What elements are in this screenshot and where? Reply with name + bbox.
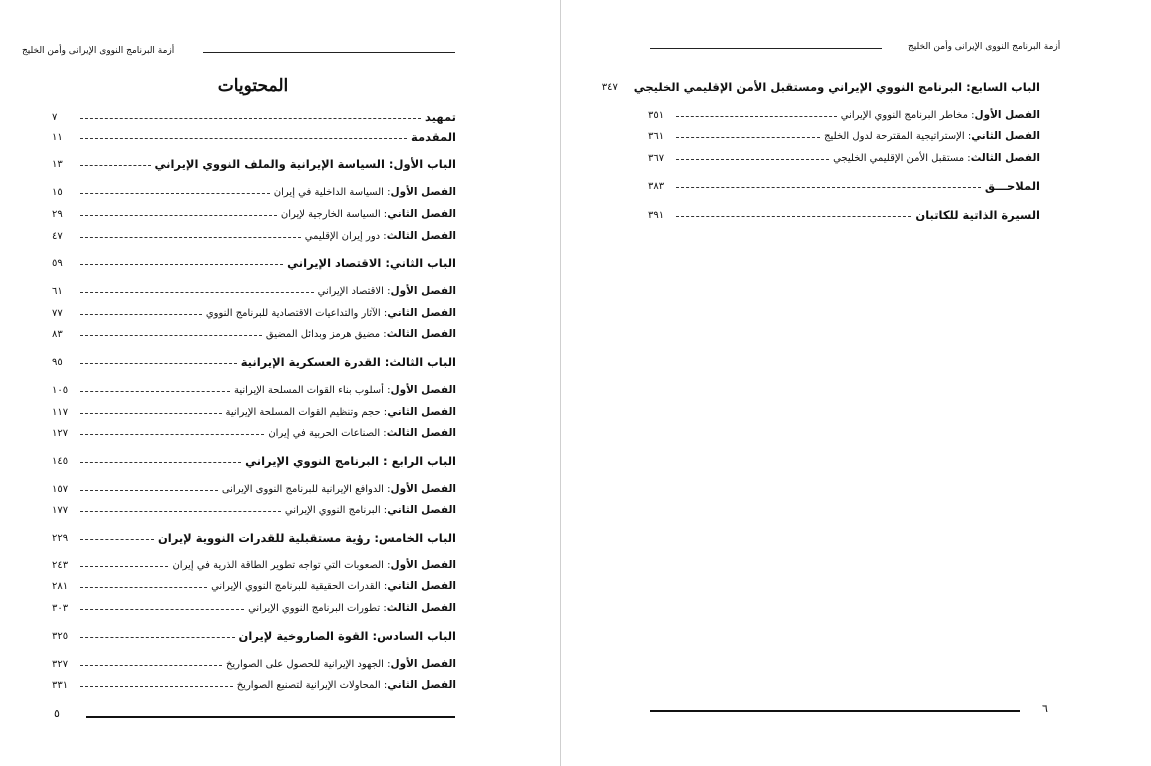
toc-chapter-row xyxy=(52,186,456,198)
toc-page-number: ٢٤٣ xyxy=(52,559,69,571)
dot-leader xyxy=(80,490,218,491)
dot-leader xyxy=(676,216,911,217)
toc-entry-label xyxy=(226,406,457,418)
entry-text: الباب السادس: القوة الصاروخية لإيران xyxy=(238,629,456,643)
page-gutter xyxy=(560,0,561,766)
toc-chapter-row xyxy=(52,406,456,418)
toc-chapter-row xyxy=(52,658,456,670)
toc-entry-label xyxy=(425,110,456,124)
toc-entry-label xyxy=(172,559,456,571)
entry-text: : القدرات الحقيقية للبرنامج النووي الإيراني xyxy=(211,581,388,592)
chapter-prefix: الفصل الأول xyxy=(974,109,1040,121)
toc-part-row xyxy=(52,130,456,144)
toc-page-number: ٣٩١ xyxy=(648,209,665,221)
toc-page-number: ٢٨١ xyxy=(52,580,69,592)
toc-page-number: ٨٣ xyxy=(52,328,63,340)
dot-leader xyxy=(80,335,262,336)
footer-rule xyxy=(86,716,455,718)
dot-leader xyxy=(80,462,241,463)
toc-chapter-row xyxy=(52,384,456,396)
entry-text: الملاحـــق xyxy=(984,179,1040,193)
toc-entry-label xyxy=(634,80,1040,94)
toc-entry-label xyxy=(245,454,456,468)
toc-entry-label xyxy=(318,285,456,297)
dot-leader xyxy=(80,193,270,194)
toc-chapter-row xyxy=(52,230,456,242)
dot-leader xyxy=(80,292,314,293)
entry-text: : الإستراتيجية المقترحة لدول الخليج xyxy=(824,131,972,142)
toc-entry-label xyxy=(915,208,1040,222)
entry-text: الباب الخامس: رؤية مستقبلية للقدرات النووية لإيران xyxy=(157,531,456,545)
page-number: ٥ xyxy=(54,707,60,720)
toc-entry-label xyxy=(287,256,456,270)
toc-entry-label xyxy=(411,130,456,144)
entry-text: : أسلوب بناء القوات المسلحة الإيرانية xyxy=(233,385,391,396)
header-rule xyxy=(650,48,882,49)
chapter-prefix: الفصل الثالث xyxy=(386,602,456,614)
toc-part-row xyxy=(52,454,456,468)
left-page xyxy=(0,0,560,766)
toc-chapter-row xyxy=(648,130,1040,142)
dot-leader xyxy=(80,665,222,666)
toc-page-number: ٤٧ xyxy=(52,230,63,242)
toc-page-number: ٣٣١ xyxy=(52,679,69,691)
toc-entry-label xyxy=(841,109,1040,121)
dot-leader xyxy=(80,165,151,166)
toc-page-number: ١٥ xyxy=(52,186,63,198)
entry-text: : مضيق هرمز وبدائل المضيق xyxy=(265,329,387,340)
toc-page-number: ٧ xyxy=(52,111,58,123)
chapter-prefix: الفصل الثاني xyxy=(971,130,1040,142)
toc-entry-label xyxy=(305,230,456,242)
entry-text: الباب السابع: البرنامج النووي الإيراني ومستقبل الأمن الإقليمي الخليجي xyxy=(633,80,1040,94)
chapter-prefix: الفصل الثاني xyxy=(387,208,456,220)
toc-entry-label xyxy=(234,384,456,396)
dot-leader xyxy=(80,413,222,414)
entry-text: : تطورات البرنامج النووي الإيراني xyxy=(248,603,387,614)
dot-leader xyxy=(676,116,837,117)
chapter-prefix: الفصل الثالث xyxy=(386,230,456,242)
toc-part-row xyxy=(52,531,456,545)
chapter-prefix: الفصل الثالث xyxy=(386,427,456,439)
toc-entry-label xyxy=(226,658,456,670)
chapter-prefix: الفصل الأول xyxy=(390,559,456,571)
toc-page-number: ٧٧ xyxy=(52,307,63,319)
entry-text: : الاقتصاد الإيراني xyxy=(317,286,391,297)
entry-text: الباب الثالث: القدرة العسكرية الإيرانية xyxy=(240,355,456,369)
chapter-prefix: الفصل الأول xyxy=(390,186,456,198)
dot-leader xyxy=(676,159,829,160)
dot-leader xyxy=(80,609,244,610)
running-head: أزمة البرنامج النووى الإيرانى وأمن الخليج xyxy=(22,46,175,56)
dot-leader xyxy=(676,187,981,188)
entry-text: : السياسة الداخلية في إيران xyxy=(273,187,391,198)
chapter-prefix: الفصل الثاني xyxy=(387,504,456,516)
dot-leader xyxy=(80,511,281,512)
entry-text: الباب الثاني: الاقتصاد الإيراني xyxy=(287,256,456,270)
chapter-prefix: الفصل الثالث xyxy=(386,328,456,340)
header-rule xyxy=(203,52,455,53)
footer-rule xyxy=(650,710,1020,712)
toc-page-number: ١٢٧ xyxy=(52,427,69,439)
toc-part-row xyxy=(52,256,456,270)
toc-chapter-row xyxy=(648,109,1040,121)
toc-part-row xyxy=(52,629,456,643)
entry-text: المقدمة xyxy=(411,130,456,144)
toc-entry-label xyxy=(222,483,456,495)
entry-text: : الجهود الإيرانية للحصول على الصواريخ xyxy=(225,659,391,670)
chapter-prefix: الفصل الثاني xyxy=(387,580,456,592)
toc-page-number: ٩٥ xyxy=(52,356,63,368)
toc-part-row xyxy=(52,355,456,369)
dot-leader xyxy=(80,264,283,265)
dot-leader xyxy=(80,434,264,435)
entry-text: : الصعوبات التي تواجه تطوير الطاقة الذرية في إيران xyxy=(172,560,391,571)
page-title: المحتويات xyxy=(217,76,289,96)
toc-chapter-row xyxy=(52,602,456,614)
toc-entry-label xyxy=(158,531,456,545)
dot-leader xyxy=(676,137,820,138)
toc-entry-label xyxy=(239,629,456,643)
dot-leader xyxy=(80,118,421,119)
toc-page-number: ٣٢٧ xyxy=(52,658,69,670)
toc-entry-label xyxy=(206,307,456,319)
toc-page-number: ٣٦١ xyxy=(648,130,665,142)
chapter-prefix: الفصل الثاني xyxy=(387,679,456,691)
toc-chapter-row xyxy=(52,580,456,592)
toc-page-number: ٦١ xyxy=(52,285,63,297)
toc-page-number: ٥٩ xyxy=(52,257,63,269)
toc-part-row xyxy=(648,208,1040,222)
toc-entry-label xyxy=(985,179,1040,193)
page-number: ٦ xyxy=(1042,702,1048,715)
toc-page-number: ٣٤٧ xyxy=(601,81,618,93)
chapter-prefix: الفصل الأول xyxy=(390,384,456,396)
dot-leader xyxy=(80,138,407,139)
toc-entry-label xyxy=(266,328,456,340)
right-page xyxy=(562,0,1151,766)
entry-text: : المحاولات الإيرانية لتصنيع الصواريخ xyxy=(236,680,388,691)
entry-text: الباب الأول: السياسة الإيرانية والملف النووي الإيراني xyxy=(154,157,456,171)
dot-leader xyxy=(80,215,277,216)
toc-chapter-row xyxy=(52,483,456,495)
toc-chapter-row xyxy=(52,504,456,516)
toc-page-number: ٣٦٧ xyxy=(648,152,665,164)
toc-entry-label xyxy=(155,157,456,171)
entry-text: الباب الرابع : البرنامج النووي الإيراني xyxy=(245,454,456,468)
toc-chapter-row xyxy=(52,328,456,340)
chapter-prefix: الفصل الثاني xyxy=(387,406,456,418)
chapter-prefix: الفصل الثاني xyxy=(387,307,456,319)
dot-leader xyxy=(80,314,202,315)
toc-part-row xyxy=(52,110,456,124)
dot-leader xyxy=(80,587,207,588)
toc-entry-label xyxy=(211,580,456,592)
entry-text: : مخاطر البرنامج النووي الإيراني xyxy=(840,110,975,121)
toc-page-number: ١٤٥ xyxy=(52,455,69,467)
toc-entry-label xyxy=(274,186,456,198)
toc-entry-label xyxy=(281,208,456,220)
entry-text: : حجم وتنظيم القوات المسلحة الإيرانية xyxy=(225,407,388,418)
chapter-prefix: الفصل الأول xyxy=(390,483,456,495)
entry-text: : الدوافع الإيرانية للبرنامج النووى الإيرانى xyxy=(221,484,391,495)
toc-page-number: ٢٢٩ xyxy=(52,532,69,544)
toc-chapter-row xyxy=(52,208,456,220)
entry-text: : دور إيران الإقليمي xyxy=(304,231,387,242)
toc-part-row xyxy=(648,179,1040,193)
dot-leader xyxy=(80,566,168,567)
toc-chapter-row xyxy=(52,285,456,297)
toc-entry-label xyxy=(833,152,1040,164)
entry-text: تمهيد xyxy=(425,110,456,124)
toc-page-number: ٢٩ xyxy=(52,208,63,220)
toc-chapter-row xyxy=(648,152,1040,164)
toc-page-number: ٣٢٥ xyxy=(52,630,69,642)
toc-entry-label xyxy=(237,679,456,691)
toc-chapter-row xyxy=(52,679,456,691)
toc-chapter-row xyxy=(52,307,456,319)
dot-leader xyxy=(80,391,230,392)
dot-leader xyxy=(80,637,235,638)
toc-page-number: ١١٧ xyxy=(52,406,69,418)
chapter-prefix: الفصل الأول xyxy=(390,658,456,670)
running-head: أزمة البرنامج النووى الإيرانى وأمن الخليج xyxy=(908,42,1061,52)
entry-text: السيرة الذاتية للكاتبان xyxy=(915,208,1040,222)
toc-chapter-row xyxy=(52,559,456,571)
toc-part-row xyxy=(601,80,1040,94)
entry-text: : البرنامج النووي الإيراني xyxy=(284,505,388,516)
toc-page-number: ١٠٥ xyxy=(52,384,69,396)
entry-text: : السياسة الخارجية لإيران xyxy=(280,209,388,220)
toc-page-number: ٣٨٣ xyxy=(648,180,665,192)
toc-entry-label xyxy=(285,504,456,516)
chapter-prefix: الفصل الثالث xyxy=(970,152,1040,164)
toc-page-number: ١٧٧ xyxy=(52,504,69,516)
toc-page-number: ٣٠٣ xyxy=(52,602,69,614)
dot-leader xyxy=(80,363,237,364)
toc-entry-label xyxy=(241,355,456,369)
toc-page-number: ١٣ xyxy=(52,158,63,170)
chapter-prefix: الفصل الأول xyxy=(390,285,456,297)
toc-entry-label xyxy=(268,427,456,439)
toc-entry-label xyxy=(248,602,456,614)
toc-chapter-row xyxy=(52,427,456,439)
toc-page-number: ١١ xyxy=(52,131,63,143)
entry-text: : مستقبل الأمن الإقليمي الخليجي xyxy=(833,153,971,164)
toc-page-number: ٣٥١ xyxy=(648,109,665,121)
entry-text: : الآثار والتداعيات الاقتصادية للبرنامج النووي xyxy=(205,308,388,319)
entry-text: : الصناعات الحربية في إيران xyxy=(268,428,387,439)
dot-leader xyxy=(80,539,154,540)
dot-leader xyxy=(80,237,301,238)
dot-leader xyxy=(80,686,233,687)
toc-entry-label xyxy=(824,130,1040,142)
toc-page-number: ١٥٧ xyxy=(52,483,69,495)
toc-part-row xyxy=(52,157,456,171)
